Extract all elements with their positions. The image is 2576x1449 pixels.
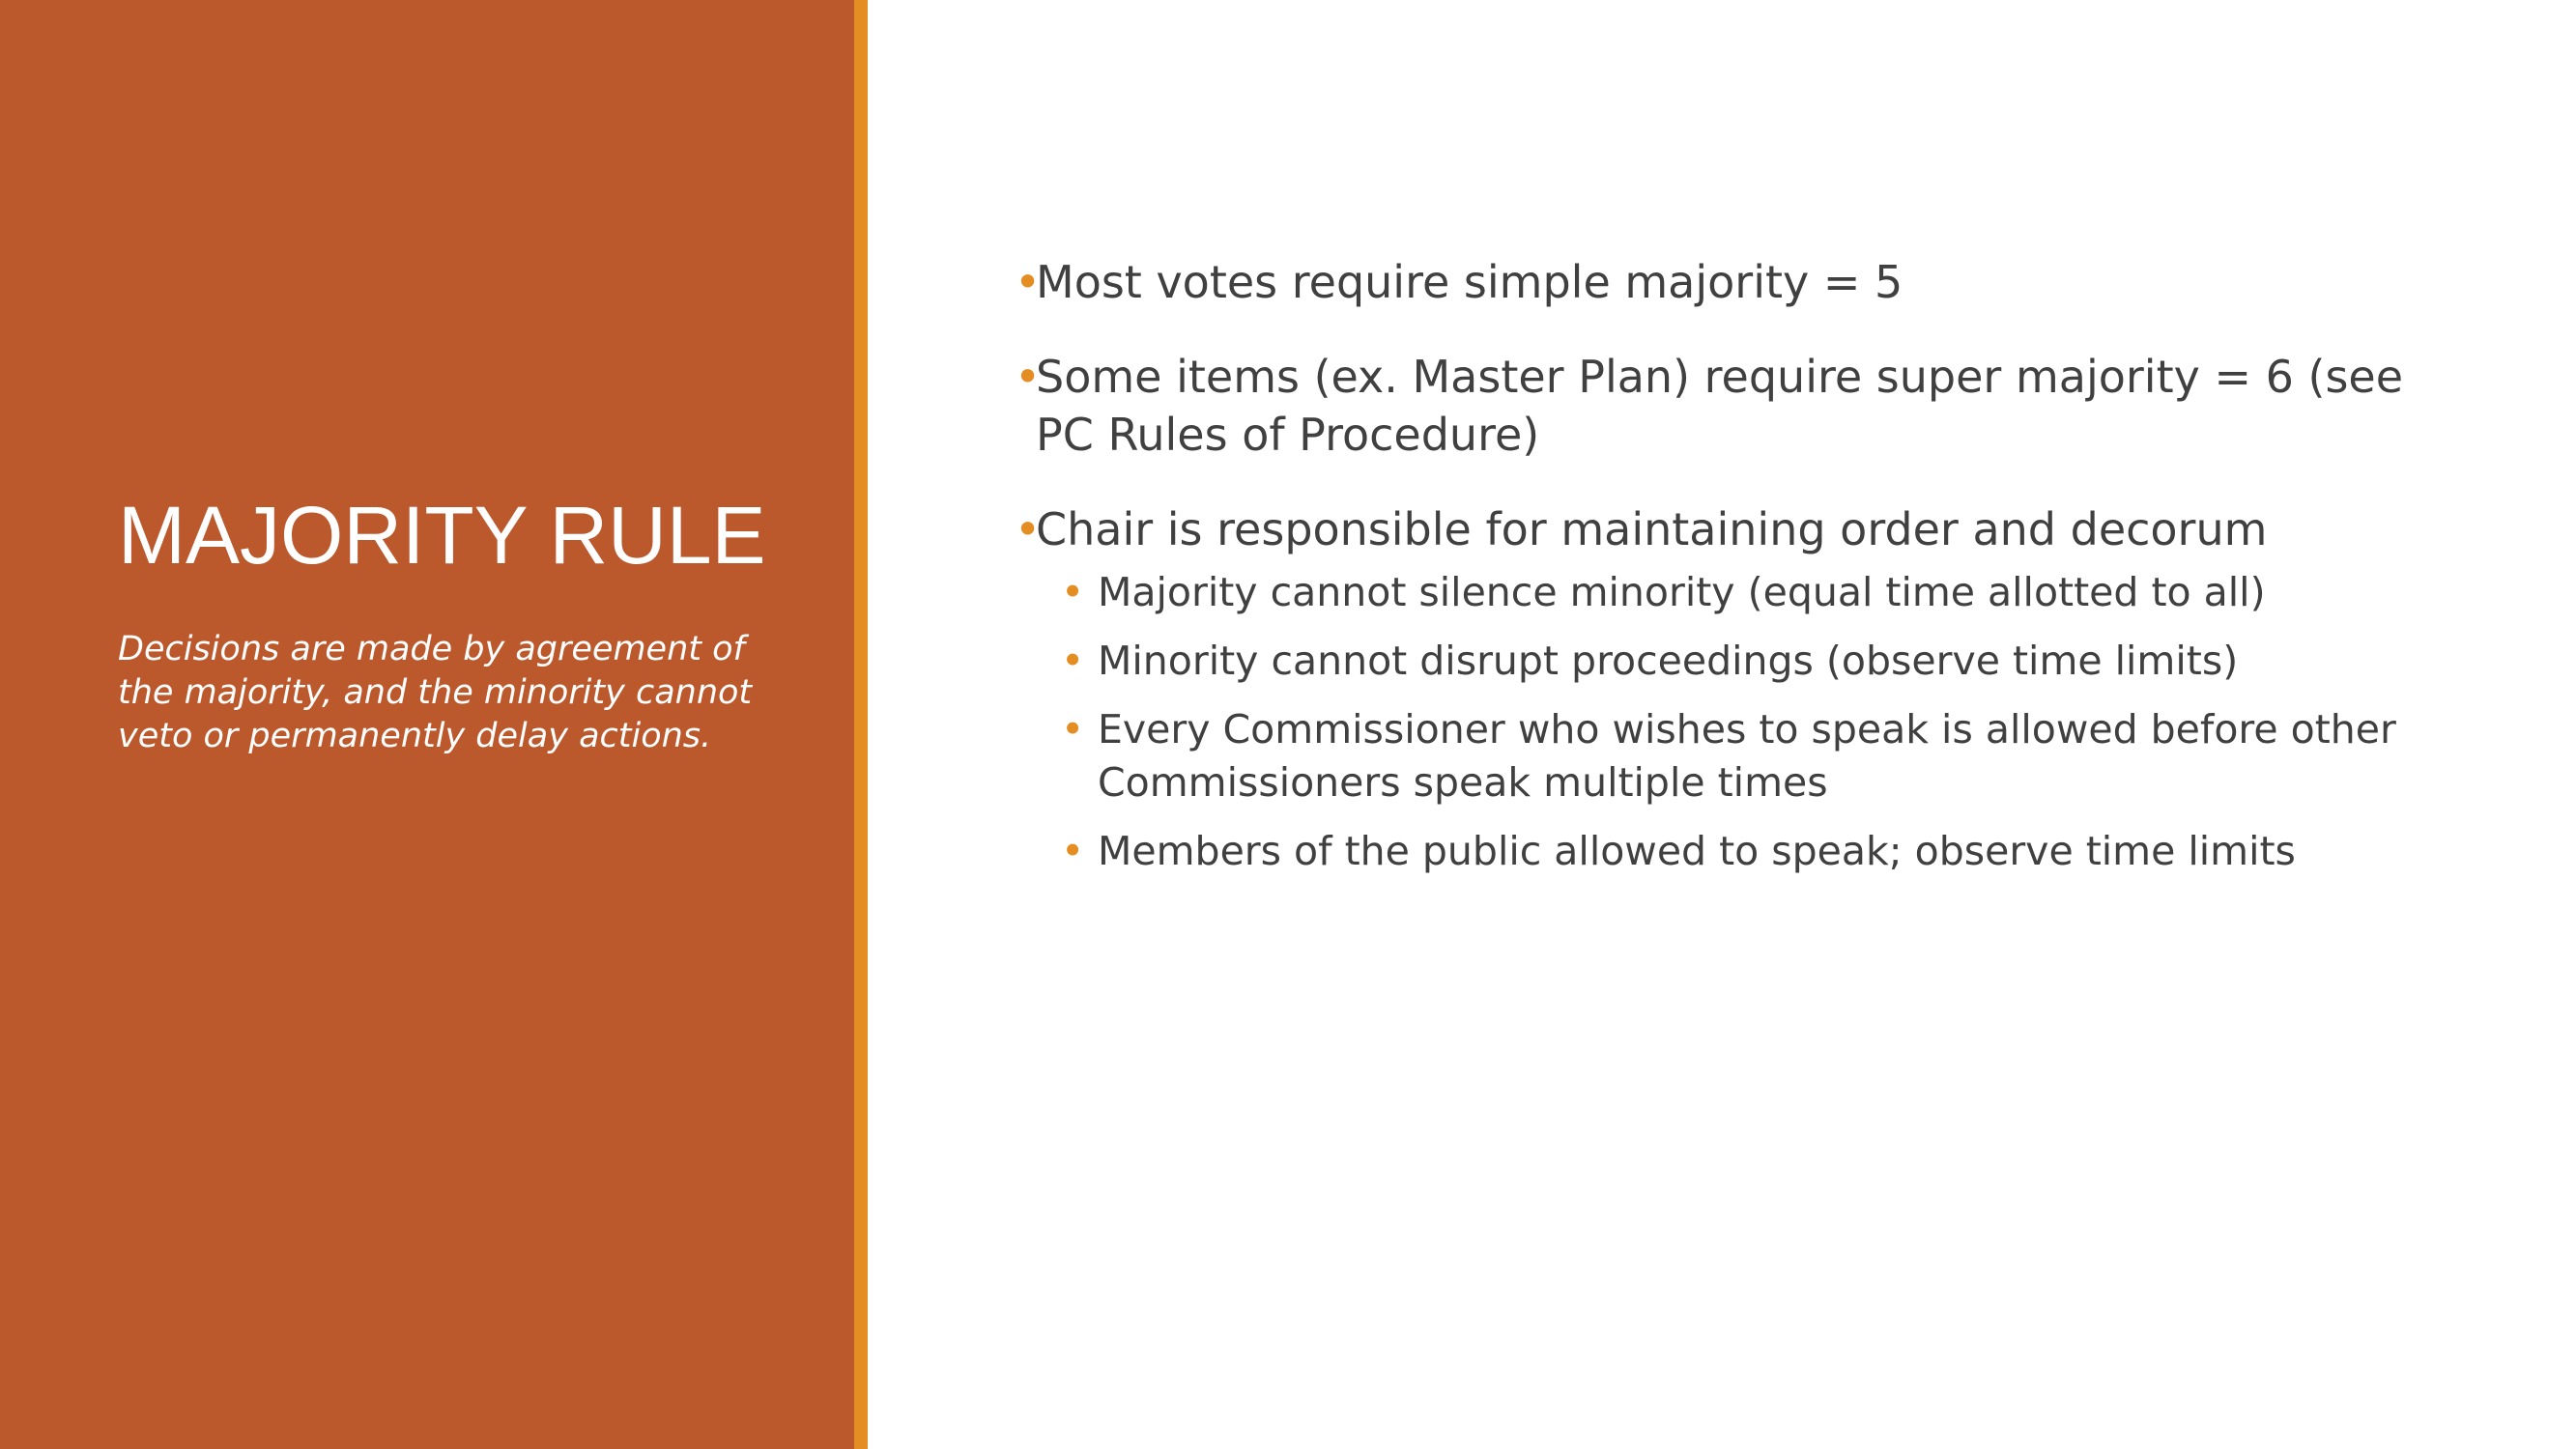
sub-bullet-dot-icon: • <box>1061 569 1085 615</box>
sub-bullet-item <box>1015 566 2435 619</box>
accent-divider <box>854 0 868 1449</box>
bullet-text: Chair is responsible for maintaining order and decorum <box>1036 503 2268 555</box>
bullet-text: Some items (ex. Master Plan) require super majority = 6 (see PC Rules of Procedure) <box>1036 351 2404 461</box>
sub-bullet-dot-icon: • <box>1061 638 1085 684</box>
bullet-item <box>1015 348 2435 464</box>
sub-bullet-dot-icon: • <box>1061 828 1085 874</box>
sub-bullet-text: Minority cannot disrupt proceedings (observe time limits) <box>1098 638 2239 684</box>
sub-bullet-list <box>1015 566 2435 878</box>
sub-bullet-item <box>1015 703 2435 810</box>
sub-bullet-text: Majority cannot silence minority (equal time allotted to all) <box>1098 569 2266 615</box>
bullet-dot-icon: • <box>1015 503 1042 555</box>
slide-title: MAJORITY RULE <box>118 490 766 581</box>
sub-bullet-item <box>1015 635 2435 688</box>
bullet-dot-icon: • <box>1015 256 1042 308</box>
title-panel <box>0 0 854 1449</box>
sub-bullet-dot-icon: • <box>1061 706 1085 753</box>
sub-bullet-text: Members of the public allowed to speak; observe time limits <box>1098 828 2296 874</box>
bullet-text: Most votes require simple majority = 5 <box>1036 256 1903 308</box>
slide-subtitle: Decisions are made by agreement of the majority, and the minority cannot veto or permanently delay actions. <box>118 630 753 755</box>
sub-bullet-item <box>1015 825 2435 878</box>
bullet-item <box>1015 500 2435 558</box>
bullet-item <box>1015 253 2435 311</box>
sub-bullet-text: Every Commissioner who wishes to speak is allowed before other Commissioners speak multiple times <box>1098 706 2396 806</box>
bullet-list <box>1015 253 2435 894</box>
bullet-dot-icon: • <box>1015 351 1042 403</box>
